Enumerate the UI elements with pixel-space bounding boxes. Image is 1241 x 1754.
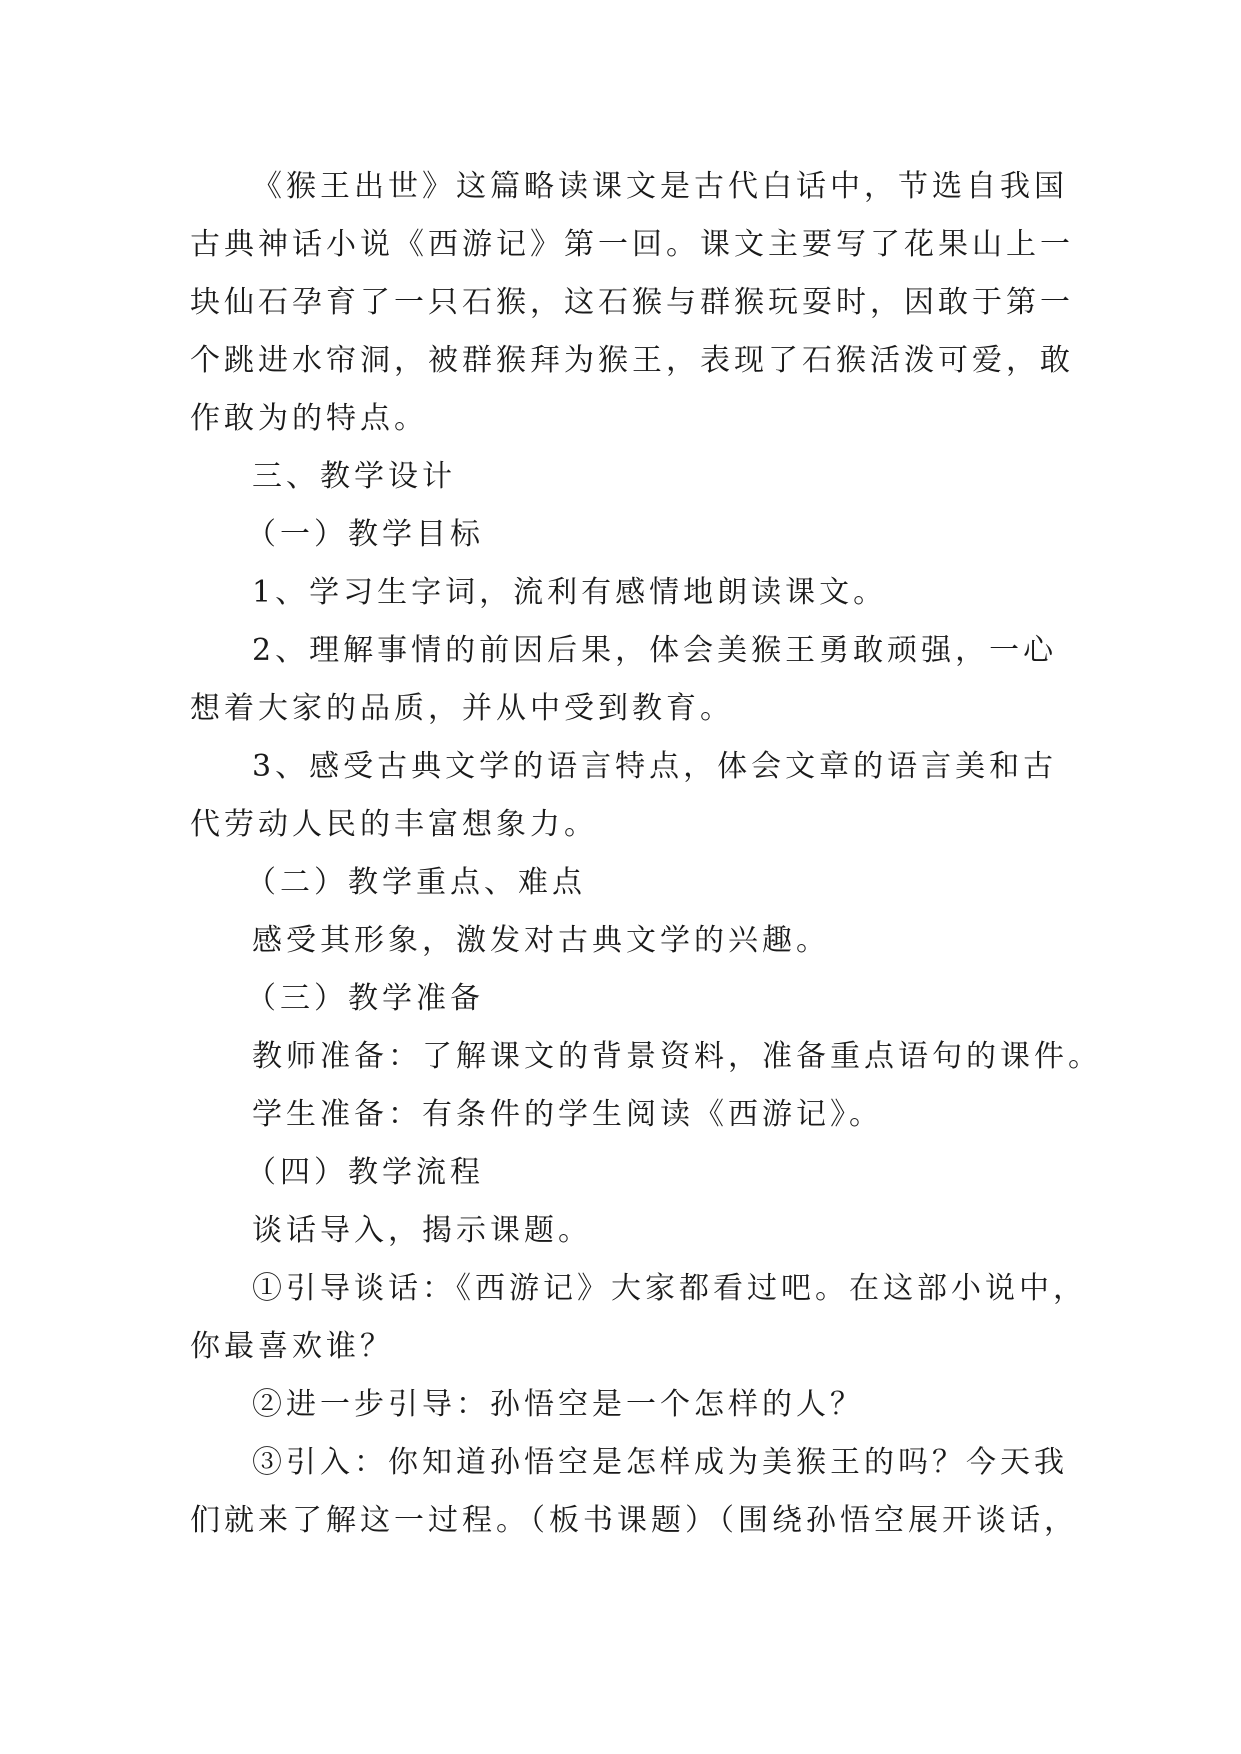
paragraph-intro-line-2: 古典神话小说《西游记》第一回。课文主要写了花果山上一 xyxy=(190,227,1074,262)
section-heading-teaching-design: 三、教学设计 xyxy=(252,459,456,494)
goal-2-line-1: 2、理解事情的前因后果，体会美猴王勇敢顽强，一心 xyxy=(252,633,1058,668)
process-intro: 谈话导入，揭示课题。 xyxy=(252,1213,592,1248)
process-step-3-line-2: 们就来了解这一过程。（板书课题）（围绕孙悟空展开谈话， xyxy=(190,1503,1078,1538)
document-page xyxy=(190,158,1102,1550)
teacher-preparation: 教师准备：了解课文的背景资料，准备重点语句的课件。 xyxy=(252,1039,1102,1074)
process-step-3-line-1: ③引入：你知道孙悟空是怎样成为美猴王的吗？今天我 xyxy=(252,1445,1068,1480)
goal-3-line-1: 3、感受古典文学的语言特点，体会文章的语言美和古 xyxy=(252,749,1058,784)
student-preparation: 学生准备：有条件的学生阅读《西游记》。 xyxy=(252,1097,883,1132)
paragraph-intro-line-3: 块仙石孕育了一只石猴，这石猴与群猴玩耍时，因敢于第一 xyxy=(190,285,1074,320)
subheading-teaching-process: （四）教学流程 xyxy=(246,1155,484,1190)
paragraph-intro-line-4: 个跳进水帘洞，被群猴拜为猴王，表现了石猴活泼可爱，敢 xyxy=(190,343,1074,378)
subheading-key-points: （二）教学重点、难点 xyxy=(246,865,586,900)
process-step-2: ②进一步引导：孙悟空是一个怎样的人？ xyxy=(252,1387,864,1422)
goal-2-line-2: 想着大家的品质，并从中受到教育。 xyxy=(190,691,734,726)
process-step-1-line-1: ①引导谈话：《西游记》大家都看过吧。在这部小说中， xyxy=(252,1271,1087,1306)
goal-1: 1、学习生字词，流利有感情地朗读课文。 xyxy=(252,575,888,610)
paragraph-intro-line-5: 作敢为的特点。 xyxy=(190,401,428,436)
goal-3-line-2: 代劳动人民的丰富想象力。 xyxy=(190,807,598,842)
subheading-teaching-goals: （一）教学目标 xyxy=(246,517,484,552)
paragraph-intro-line-1: 《猴王出世》这篇略读课文是古代白话中，节选自我国 xyxy=(252,169,1068,204)
subheading-preparation: （三）教学准备 xyxy=(246,981,484,1016)
key-points-text: 感受其形象，激发对古典文学的兴趣。 xyxy=(252,923,830,958)
process-step-1-line-2: 你最喜欢谁？ xyxy=(190,1329,394,1364)
